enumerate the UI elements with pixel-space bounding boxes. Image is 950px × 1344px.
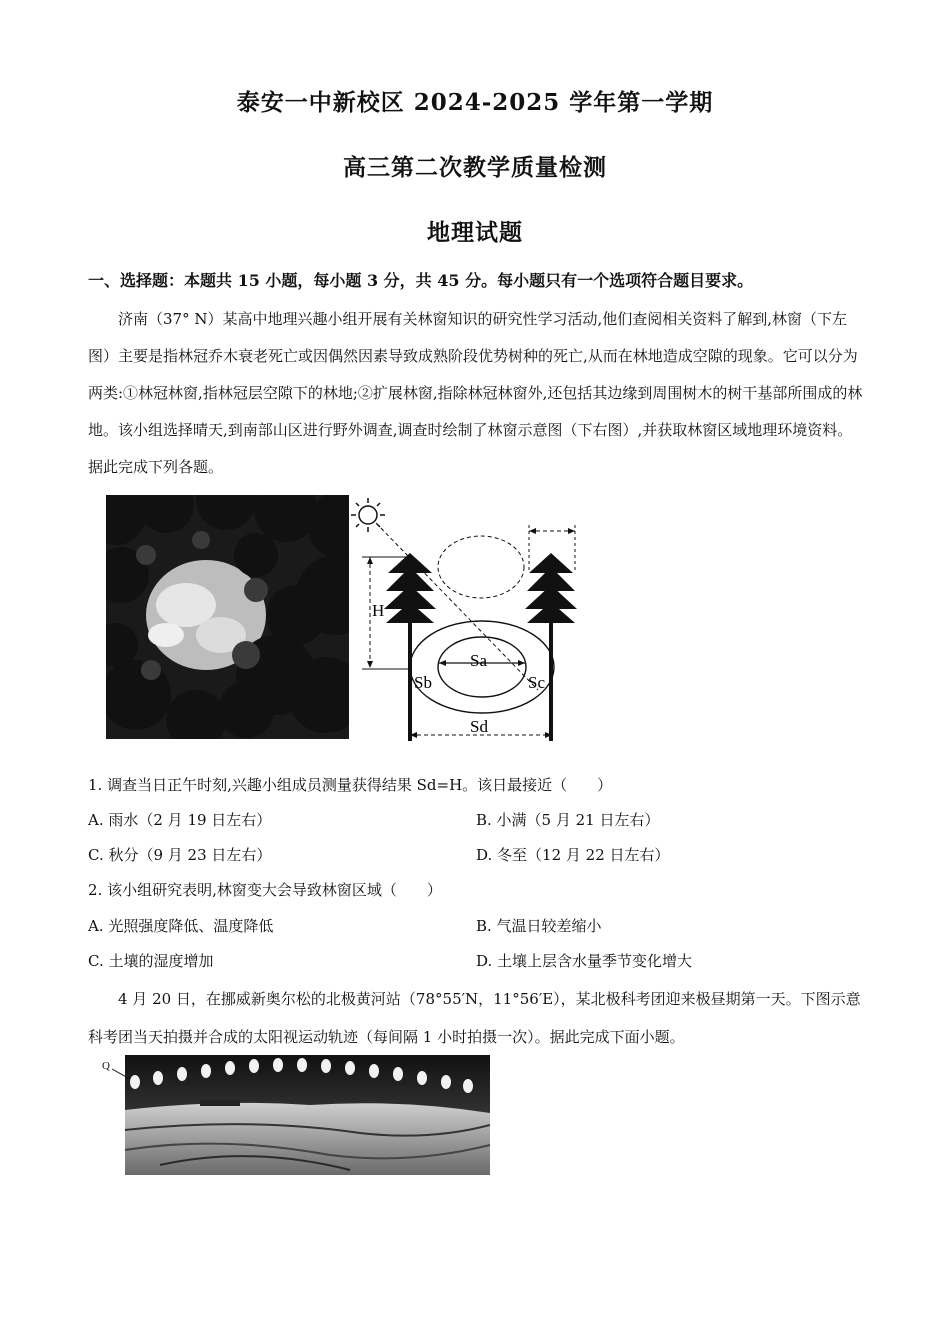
question-2-option-b[interactable]: B. 气温日较差缩小 (476, 917, 602, 935)
question-1-stem: 1. 调查当日正午时刻,兴趣小组成员测量获得结果 Sd=H。该日最接近（ ） (88, 776, 613, 794)
sun-path-photo (100, 1055, 490, 1175)
question-2-option-a[interactable]: A. 光照强度降低、温度降低 (88, 917, 274, 935)
exam-title-line2: 高三第二次教学质量检测 (343, 154, 607, 181)
label-sb: Sb (414, 673, 432, 692)
question-1-option-d[interactable]: D. 冬至（12 月 22 日左右） (476, 846, 670, 864)
passage-forest-gap (88, 301, 863, 486)
question-1-option-a[interactable]: A. 雨水（2 月 19 日左右） (88, 811, 272, 829)
section-heading: 一、选择题：本题共 15 小题，每小题 3 分，共 45 分。每小题只有一个选项符合题目要求。 (88, 271, 754, 290)
label-sc: Sc (528, 673, 545, 692)
right-tree (525, 553, 577, 741)
label-sd: Sd (470, 717, 488, 736)
question-1-option-c[interactable]: C. 秋分（9 月 23 日左右） (88, 846, 272, 864)
passage-polar-day (88, 980, 863, 1056)
question-2-option-d[interactable]: D. 土壤上层含水量季节变化增大 (476, 952, 693, 970)
question-2-stem: 2. 该小组研究表明,林窗变大会导致林窗区域（ ） (88, 881, 442, 899)
subject-title: 地理试题 (427, 219, 523, 246)
forest-gap-diagram (348, 495, 588, 743)
label-sa: Sa (470, 651, 487, 670)
label-q: Q (102, 1060, 110, 1072)
passage-polar-day-text: 4 月 20 日，在挪威新奥尔松的北极黄河站（78°55′N，11°56′E），某北极科考团迎来极昼期第一天。下图示意科考团当天拍摄并合成的太阳视运动轨迹（每间隔 1 小时拍摄一次）。据此完成下面小题。 (88, 990, 861, 1046)
label-h: H (372, 601, 385, 620)
question-1-option-b[interactable]: B. 小满（5 月 21 日左右） (476, 811, 660, 829)
forest-gap-photo (106, 495, 349, 739)
question-2-option-c[interactable]: C. 土壤的湿度增加 (88, 952, 214, 970)
sun-icon (351, 498, 385, 532)
passage-forest-gap-text: 济南（37° N）某高中地理兴趣小组开展有关林窗知识的研究性学习活动,他们查阅相关资料了解到,林窗（下左图）主要是指林冠乔木衰老死亡或因偶然因素导致成熟阶段优势树种的死亡,从而在林地造成空隙的现象。它可以分为两类:①林冠林窗,指林冠层空隙下的林地;②扩展林窗,指除林冠林窗外,还包括其边缘到周围树木的树干基部所围成的林地。该小组选择晴天,到南部山区进行野外调查,调查时绘制了林窗示意图（下右图）,并获取林窗区域地理环境资料。据此完成下列各题。 (88, 310, 863, 476)
left-tree (384, 553, 436, 741)
exam-title-line1: 泰安一中新校区 2024-2025 学年第一学期 (236, 89, 714, 116)
